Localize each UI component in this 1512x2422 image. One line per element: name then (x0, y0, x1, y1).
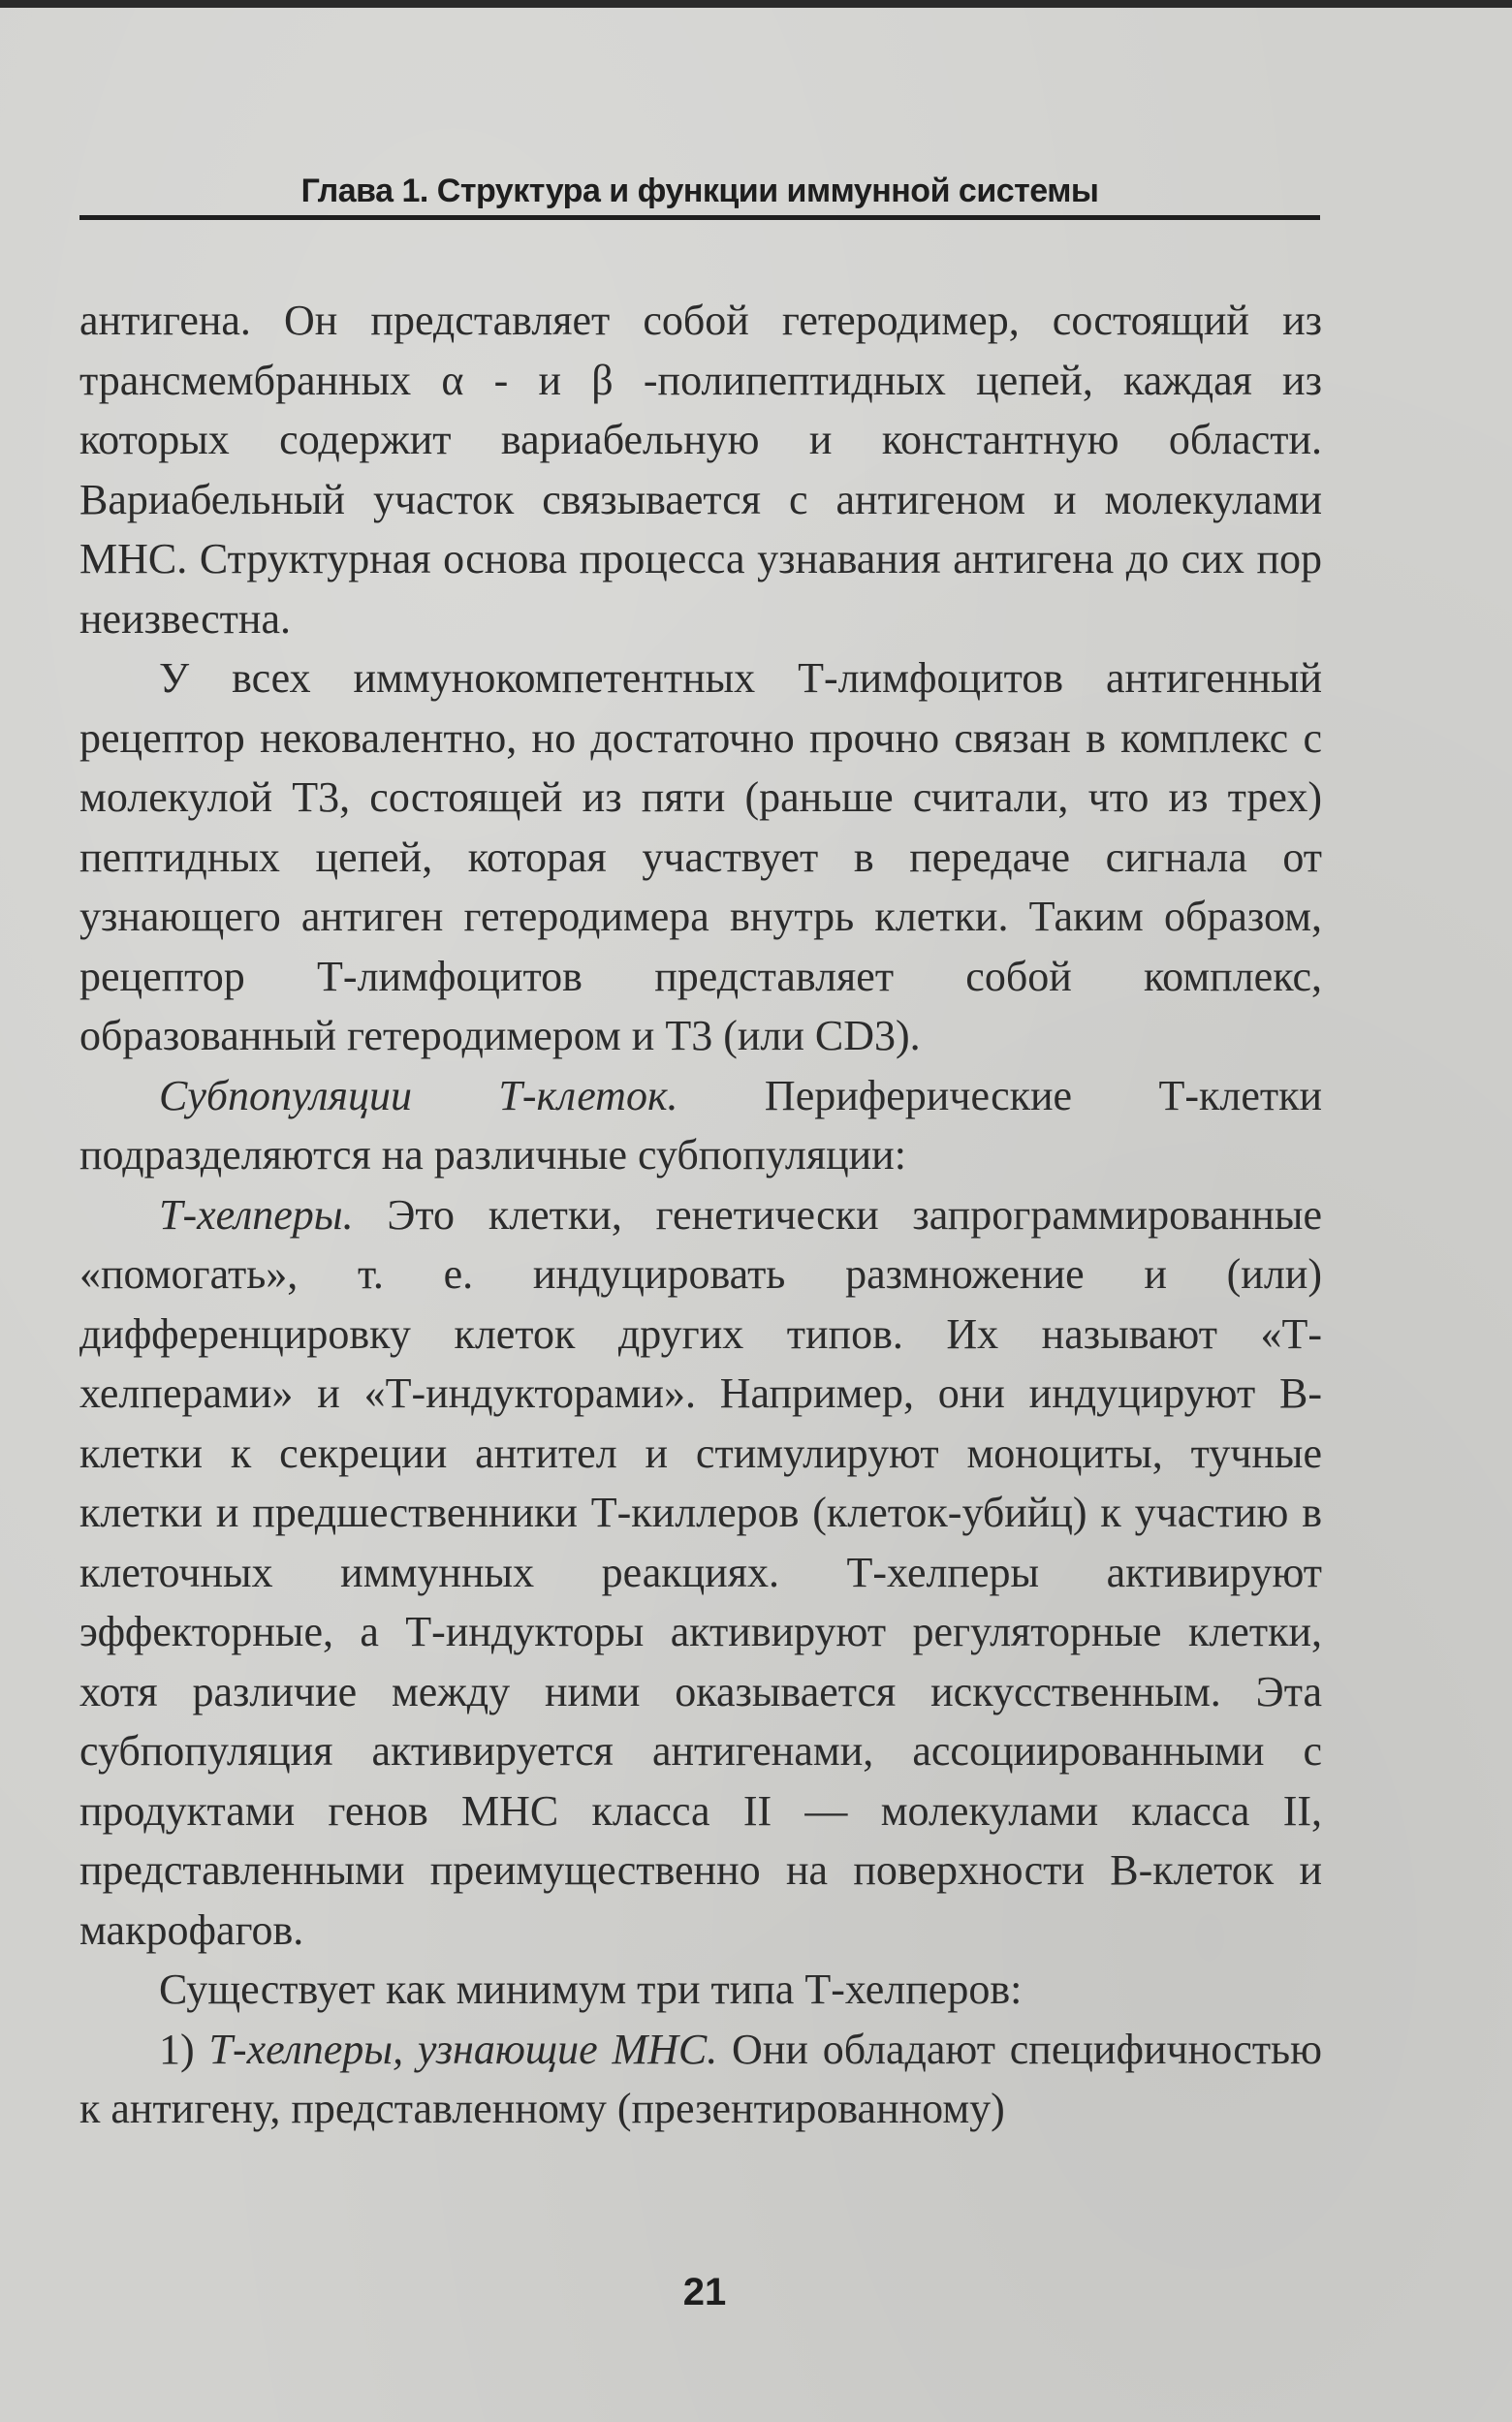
paragraph-text: Это клетки, генетически запрограммированные «помогать», т. е. индуцировать размножение и (или) дифференцировку клеток других типов. Их называют «Т-хелперами» и «Т-индукторами». Например, они индуцируют В-клетки к секреции антител и стимулируют моноциты, тучные клетки и предшественники Т-киллеров (клеток-убийц) к участию в клеточных иммунных реакциях. Т-хелперы активируют эффекторные, а Т-индукторы активируют регуляторные клетки, хотя различие между ними оказывается искусственным. Эта субпопуляция активируется антигенами, ассоциированными с продуктами генов МНС класса II — молекулами класса II, представленными преимущественно на поверхности В-клеток и макрофагов. (79, 1190, 1322, 1954)
paragraph-text: антигена. Он представляет собой гетеродимер, состоящий из трансмембранных α - и β -полипептидных цепей, каждая из которых содержит вариабельную и константную области. Вариабельный участок связывается с антигеном и молекулами МНС. Структурная основа процесса узнавания антигена до сих пор неизвестна. (79, 297, 1322, 643)
paragraph-text: Они обладают специфичностью к антигену, представленному (презентированному) (79, 2025, 1322, 2132)
running-head: Глава 1. Структура и функции иммунной системы (300, 173, 1099, 209)
paragraph-1 (79, 291, 1322, 648)
paragraph-text: У всех иммунокомпетентных Т-лимфоцитов антигенный рецептор нековалентно, но достаточно прочно связан в комплекс с молекулой Т3, состоящей из пяти (раньше считали, что из трех) пептидных цепей, которая участвует в передаче сигнала от узнающего антиген гетеродимера внутрь клетки. Таким образом, рецептор Т-лимфоцитов представляет собой комплекс, образованный гетеродимером и Т3 (или CD3). (79, 654, 1322, 1059)
run-in-heading: Субпопуляции Т-клеток. (159, 1071, 678, 1119)
paragraph-text: Периферические Т-клетки подразделяются на различные субпопуляции: (79, 1071, 1323, 1179)
running-head-rule (79, 215, 1320, 220)
run-in-heading: Т-хелперы. (159, 1190, 354, 1239)
paragraph-3 (79, 1066, 1322, 1185)
page-top-edge (0, 0, 1512, 8)
run-in-heading: Т-хелперы, узнающие МНС. (208, 2025, 718, 2073)
paragraph-text: Существует как минимум три типа Т-хелперов: (159, 1966, 1023, 2013)
paragraph-2 (79, 648, 1322, 1066)
paragraph-6 (79, 2020, 1322, 2139)
list-marker: 1) (159, 2025, 209, 2073)
paragraph-5 (79, 1960, 1322, 2020)
paragraph-4 (79, 1185, 1322, 1961)
body-text (79, 291, 1322, 2139)
page-number: 21 (682, 2271, 727, 2313)
